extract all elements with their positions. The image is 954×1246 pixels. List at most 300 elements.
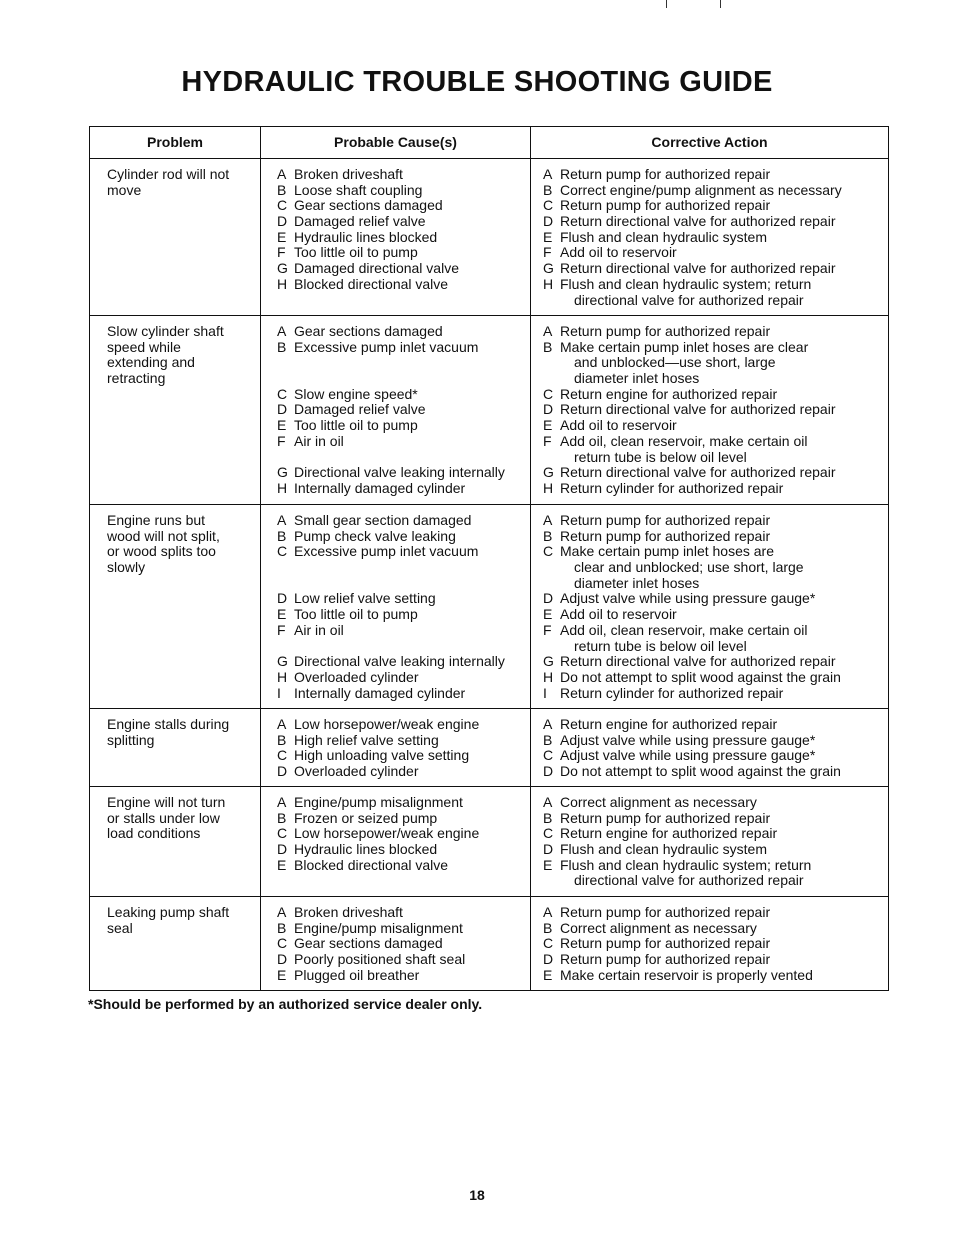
cause-item [277, 183, 526, 199]
item-text: directional valve for authorized repair [574, 291, 804, 308]
item-letter: D [543, 590, 554, 607]
action-item [543, 873, 884, 889]
action-item [543, 529, 884, 545]
item-letter: B [543, 527, 553, 544]
cause-item [277, 387, 526, 403]
action-item [543, 513, 884, 529]
cause-item [277, 795, 526, 811]
item-text: Gear sections damaged [294, 197, 443, 214]
action-item [543, 434, 884, 450]
item-text: Poorly positioned shaft seal [294, 951, 466, 968]
action-cell [531, 709, 889, 787]
item-text: Return engine for authorized repair [560, 716, 778, 732]
cause-item [277, 842, 526, 858]
item-text: Correct alignment as necessary [560, 794, 757, 810]
item-letter: C [543, 543, 554, 560]
page-number: 18 [469, 1187, 485, 1203]
item-text: Low relief valve setting [294, 590, 436, 607]
item-letter: A [543, 794, 553, 810]
item-text: Return pump for authorized repair [560, 935, 771, 952]
item-letter: A [543, 512, 553, 528]
action-item [543, 418, 884, 434]
item-text: Internally damaged cylinder [294, 684, 466, 701]
cause-item [277, 340, 526, 356]
item-letter: D [543, 841, 554, 858]
item-text: Low horsepower/weak engine [294, 825, 480, 842]
action-item [543, 607, 884, 623]
action-item [543, 654, 884, 670]
item-letter: E [543, 856, 553, 873]
cause-cell [261, 709, 531, 787]
item-letter: C [543, 825, 554, 842]
item-letter: B [277, 919, 287, 936]
problem-text: move [107, 181, 142, 198]
problem-cell [90, 316, 261, 505]
action-item [543, 670, 884, 686]
item-letter: G [277, 260, 288, 277]
item-letter: E [277, 856, 287, 873]
item-text: Overloaded cylinder [294, 763, 419, 780]
item-letter: F [543, 244, 552, 261]
item-letter: A [277, 716, 287, 732]
item-letter: B [277, 181, 287, 198]
action-item [543, 921, 884, 937]
item-letter: D [277, 401, 288, 418]
item-letter: E [543, 966, 553, 983]
problem-cell [90, 505, 261, 709]
cause-cell [261, 505, 531, 709]
problem-text: seal [107, 919, 133, 936]
problem-text: speed while [107, 338, 181, 355]
action-item [543, 402, 884, 418]
item-letter: H [277, 479, 288, 496]
cause-item [277, 324, 526, 340]
item-letter: C [277, 543, 288, 560]
item-letter: D [277, 213, 288, 230]
item-text: Return directional valve for authorized repair [560, 401, 836, 418]
cause-item [277, 576, 526, 592]
problem-text: extending and [107, 354, 195, 371]
problem-text: splitting [107, 731, 155, 748]
item-letter: B [543, 181, 553, 198]
item-text: Make certain pump inlet hoses are [560, 543, 774, 560]
item-text: Return pump for authorized repair [560, 197, 771, 214]
item-letter: A [543, 323, 553, 339]
item-letter: F [277, 432, 286, 449]
item-text: Do not attempt to split wood against the grain [560, 763, 841, 780]
item-letter: G [543, 464, 554, 481]
item-text: Pump check valve leaking [294, 527, 456, 544]
item-letter: C [277, 747, 288, 764]
item-text: Make certain pump inlet hoses are clear [560, 338, 809, 355]
item-text: Hydraulic lines blocked [294, 228, 438, 245]
item-text: Return engine for authorized repair [560, 825, 778, 842]
item-text: Directional valve leaking internally [294, 653, 505, 670]
item-letter: A [543, 166, 553, 182]
action-item [543, 230, 884, 246]
problem-text: Slow cylinder shaft [107, 323, 224, 339]
action-cell [531, 316, 889, 505]
item-letter: B [277, 731, 287, 748]
cause-item [277, 686, 526, 702]
cause-item [277, 639, 526, 655]
action-item [543, 481, 884, 497]
item-letter: G [277, 464, 288, 481]
action-item [543, 952, 884, 968]
item-letter: E [277, 966, 287, 983]
item-text: Too little oil to pump [294, 417, 418, 434]
item-text: Add oil to reservoir [560, 606, 677, 623]
cause-cell [261, 159, 531, 316]
item-text: Flush and clean hydraulic system [560, 228, 767, 245]
item-text: diameter inlet hoses [574, 370, 700, 387]
item-text: directional valve for authorized repair [574, 872, 804, 889]
cause-item [277, 921, 526, 937]
item-text: Blocked directional valve [294, 856, 449, 873]
cause-cell [261, 787, 531, 897]
item-letter: A [277, 166, 287, 182]
item-letter: B [543, 338, 553, 355]
cause-item [277, 623, 526, 639]
page-title: HYDRAULIC TROUBLE SHOOTING GUIDE [181, 66, 773, 98]
table-row [90, 787, 889, 897]
problem-text: Engine runs but [107, 512, 206, 528]
action-item [543, 842, 884, 858]
item-letter: B [277, 338, 287, 355]
item-text: Return directional valve for authorized repair [560, 260, 836, 277]
action-item [543, 591, 884, 607]
problem-text: or wood splits too [107, 543, 216, 560]
cause-item [277, 826, 526, 842]
cause-item [277, 355, 526, 371]
cause-item [277, 654, 526, 670]
item-text: Return directional valve for authorized repair [560, 653, 836, 670]
action-item [543, 623, 884, 639]
item-letter: D [277, 590, 288, 607]
cause-item [277, 936, 526, 952]
item-letter: E [543, 417, 553, 434]
item-text: Excessive pump inlet vacuum [294, 338, 479, 355]
item-text: Return pump for authorized repair [560, 904, 771, 920]
item-text: Do not attempt to split wood against the grain [560, 668, 841, 685]
cause-item [277, 261, 526, 277]
cause-item [277, 748, 526, 764]
action-item [543, 826, 884, 842]
table-row [90, 316, 889, 505]
item-text: Directional valve leaking internally [294, 464, 505, 481]
item-letter: G [543, 653, 554, 670]
item-text: Blocked directional valve [294, 275, 449, 292]
item-letter: I [277, 684, 281, 701]
action-item [543, 858, 884, 874]
item-text: diameter inlet hoses [574, 574, 700, 591]
item-text: Frozen or seized pump [294, 809, 438, 826]
action-item [543, 387, 884, 403]
action-item [543, 811, 884, 827]
item-letter: E [543, 606, 553, 623]
cause-cell [261, 316, 531, 505]
cause-item [277, 402, 526, 418]
item-text: Small gear section damaged [294, 512, 472, 528]
problem-text: slowly [107, 559, 146, 576]
item-text: Gear sections damaged [294, 323, 443, 339]
cause-item [277, 968, 526, 984]
table-row [90, 505, 889, 709]
item-letter: C [543, 747, 554, 764]
action-item [543, 639, 884, 655]
cause-item [277, 513, 526, 529]
item-text: Return pump for authorized repair [560, 512, 771, 528]
item-text: Internally damaged cylinder [294, 479, 466, 496]
item-letter: F [277, 244, 286, 261]
cause-item [277, 481, 526, 497]
action-item [543, 764, 884, 780]
item-text: Damaged relief valve [294, 213, 426, 230]
item-text: Broken driveshaft [294, 166, 403, 182]
item-letter: A [277, 323, 287, 339]
item-text: Correct engine/pump alignment as necessary [560, 181, 842, 198]
action-item [543, 324, 884, 340]
problem-text: Leaking pump shaft [107, 904, 230, 920]
cause-item [277, 198, 526, 214]
problem-text: retracting [107, 370, 166, 387]
action-item [543, 544, 884, 560]
item-text: Make certain reservoir is properly vented [560, 966, 813, 983]
scan-mark [720, 0, 721, 8]
item-text: Air in oil [294, 432, 344, 449]
item-text: Too little oil to pump [294, 244, 418, 261]
item-letter: C [277, 385, 288, 402]
cause-item [277, 717, 526, 733]
action-item [543, 214, 884, 230]
action-item [543, 686, 884, 702]
item-letter: H [277, 668, 288, 685]
scan-mark [666, 0, 667, 8]
item-letter: E [277, 606, 287, 623]
item-letter: D [277, 763, 288, 780]
cause-item [277, 245, 526, 261]
item-letter: C [543, 935, 554, 952]
action-item [543, 450, 884, 466]
item-letter: H [543, 668, 554, 685]
item-text: Flush and clean hydraulic system; return [560, 856, 812, 873]
item-letter: E [277, 417, 287, 434]
item-text: Return engine for authorized repair [560, 385, 778, 402]
item-text: and unblocked—use short, large [574, 354, 776, 371]
action-item [543, 277, 884, 293]
action-item [543, 340, 884, 356]
item-text: Adjust valve while using pressure gauge* [560, 747, 816, 764]
item-letter: A [543, 904, 553, 920]
cause-item [277, 905, 526, 921]
item-text: Add oil to reservoir [560, 417, 677, 434]
item-letter: G [277, 653, 288, 670]
item-letter: C [277, 825, 288, 842]
item-letter: I [543, 684, 547, 701]
item-text: Return cylinder for authorized repair [560, 479, 784, 496]
problem-text: Cylinder rod will not [107, 166, 230, 182]
action-item [543, 733, 884, 749]
item-text: Too little oil to pump [294, 606, 418, 623]
action-cell [531, 897, 889, 991]
action-item [543, 245, 884, 261]
cause-item [277, 733, 526, 749]
problem-cell [90, 709, 261, 787]
cause-item [277, 764, 526, 780]
header-probable-causes: Probable Cause(s) [261, 127, 531, 159]
item-letter: B [543, 731, 553, 748]
item-letter: A [277, 512, 287, 528]
item-text: Adjust valve while using pressure gauge* [560, 590, 816, 607]
item-letter: A [543, 716, 553, 732]
cause-cell [261, 897, 531, 991]
table-row [90, 159, 889, 316]
item-text: Return pump for authorized repair [560, 323, 771, 339]
cause-item [277, 811, 526, 827]
item-text: Return pump for authorized repair [560, 166, 771, 182]
header-corrective-action: Corrective Action [531, 127, 889, 159]
cause-item [277, 607, 526, 623]
item-text: Correct alignment as necessary [560, 919, 757, 936]
problem-cell [90, 787, 261, 897]
cause-item [277, 560, 526, 576]
item-text: Return pump for authorized repair [560, 527, 771, 544]
item-letter: C [277, 197, 288, 214]
problem-text: Engine stalls during [107, 716, 230, 732]
cause-item [277, 371, 526, 387]
item-text: Slow engine speed* [294, 385, 418, 402]
item-letter: F [543, 432, 552, 449]
item-text: Damaged relief valve [294, 401, 426, 418]
item-text: Return directional valve for authorized repair [560, 464, 836, 481]
item-letter: A [277, 904, 287, 920]
item-text: Engine/pump misalignment [294, 794, 463, 810]
item-text: Flush and clean hydraulic system; return [560, 275, 812, 292]
problem-text: wood will not split, [107, 527, 220, 544]
action-item [543, 293, 884, 309]
action-item [543, 968, 884, 984]
item-letter: B [277, 527, 287, 544]
item-text: Return pump for authorized repair [560, 809, 771, 826]
item-text: High relief valve setting [294, 731, 439, 748]
cause-item [277, 670, 526, 686]
item-letter: D [543, 763, 554, 780]
table-header-row [90, 127, 889, 159]
item-text: Add oil to reservoir [560, 244, 677, 261]
cause-item [277, 465, 526, 481]
item-letter: F [543, 621, 552, 638]
item-letter: D [277, 951, 288, 968]
item-text: Engine/pump misalignment [294, 919, 463, 936]
item-letter: A [277, 794, 287, 810]
header-problem: Problem [90, 127, 261, 159]
action-item [543, 371, 884, 387]
item-text: Loose shaft coupling [294, 181, 423, 198]
action-item [543, 167, 884, 183]
cause-item [277, 434, 526, 450]
action-item [543, 355, 884, 371]
item-text: Return cylinder for authorized repair [560, 684, 784, 701]
problem-cell [90, 897, 261, 991]
problem-cell [90, 159, 261, 316]
item-text: clear and unblocked; use short, large [574, 559, 804, 576]
action-item [543, 198, 884, 214]
item-text: Excessive pump inlet vacuum [294, 543, 479, 560]
footnote: *Should be performed by an authorized service dealer only. [88, 996, 483, 1012]
item-letter: D [543, 951, 554, 968]
cause-item [277, 591, 526, 607]
item-text: Adjust valve while using pressure gauge* [560, 731, 816, 748]
problem-text: or stalls under low [107, 809, 220, 826]
table-row [90, 709, 889, 787]
action-cell [531, 505, 889, 709]
item-letter: D [277, 841, 288, 858]
item-text: Low horsepower/weak engine [294, 716, 480, 732]
item-letter: C [543, 197, 554, 214]
item-text: Return directional valve for authorized repair [560, 213, 836, 230]
item-text: Return pump for authorized repair [560, 951, 771, 968]
item-text: return tube is below oil level [574, 637, 747, 654]
item-letter: H [277, 275, 288, 292]
cause-item [277, 277, 526, 293]
item-text: return tube is below oil level [574, 448, 747, 465]
action-cell [531, 787, 889, 897]
item-text: Air in oil [294, 621, 344, 638]
action-item [543, 795, 884, 811]
item-letter: C [277, 935, 288, 952]
cause-item [277, 214, 526, 230]
item-text: Flush and clean hydraulic system [560, 841, 767, 858]
item-letter: F [277, 621, 286, 638]
action-item [543, 465, 884, 481]
trouble-shooting-table [89, 126, 889, 991]
item-letter: H [543, 479, 554, 496]
cause-item [277, 544, 526, 560]
action-item [543, 576, 884, 592]
item-text: Gear sections damaged [294, 935, 443, 952]
item-letter: D [543, 401, 554, 418]
item-text: Add oil, clean reservoir, make certain oil [560, 621, 808, 638]
action-cell [531, 159, 889, 316]
cause-item [277, 952, 526, 968]
item-text: Overloaded cylinder [294, 668, 419, 685]
action-item [543, 748, 884, 764]
item-text: Hydraulic lines blocked [294, 841, 438, 858]
item-text: Broken driveshaft [294, 904, 403, 920]
item-letter: B [543, 919, 553, 936]
item-letter: E [277, 228, 287, 245]
problem-text: Engine will not turn [107, 794, 226, 810]
item-text: High unloading valve setting [294, 747, 470, 764]
cause-item [277, 418, 526, 434]
item-letter: C [543, 385, 554, 402]
item-text: Add oil, clean reservoir, make certain oil [560, 432, 808, 449]
cause-item [277, 167, 526, 183]
item-letter: H [543, 275, 554, 292]
cause-item [277, 450, 526, 466]
item-letter: B [277, 809, 287, 826]
cause-item [277, 230, 526, 246]
item-text: Plugged oil breather [294, 966, 420, 983]
action-item [543, 183, 884, 199]
item-letter: B [543, 809, 553, 826]
item-text: Damaged directional valve [294, 260, 459, 277]
problem-text: load conditions [107, 825, 201, 842]
item-letter: E [543, 228, 553, 245]
cause-item [277, 858, 526, 874]
action-item [543, 717, 884, 733]
table-row [90, 897, 889, 991]
